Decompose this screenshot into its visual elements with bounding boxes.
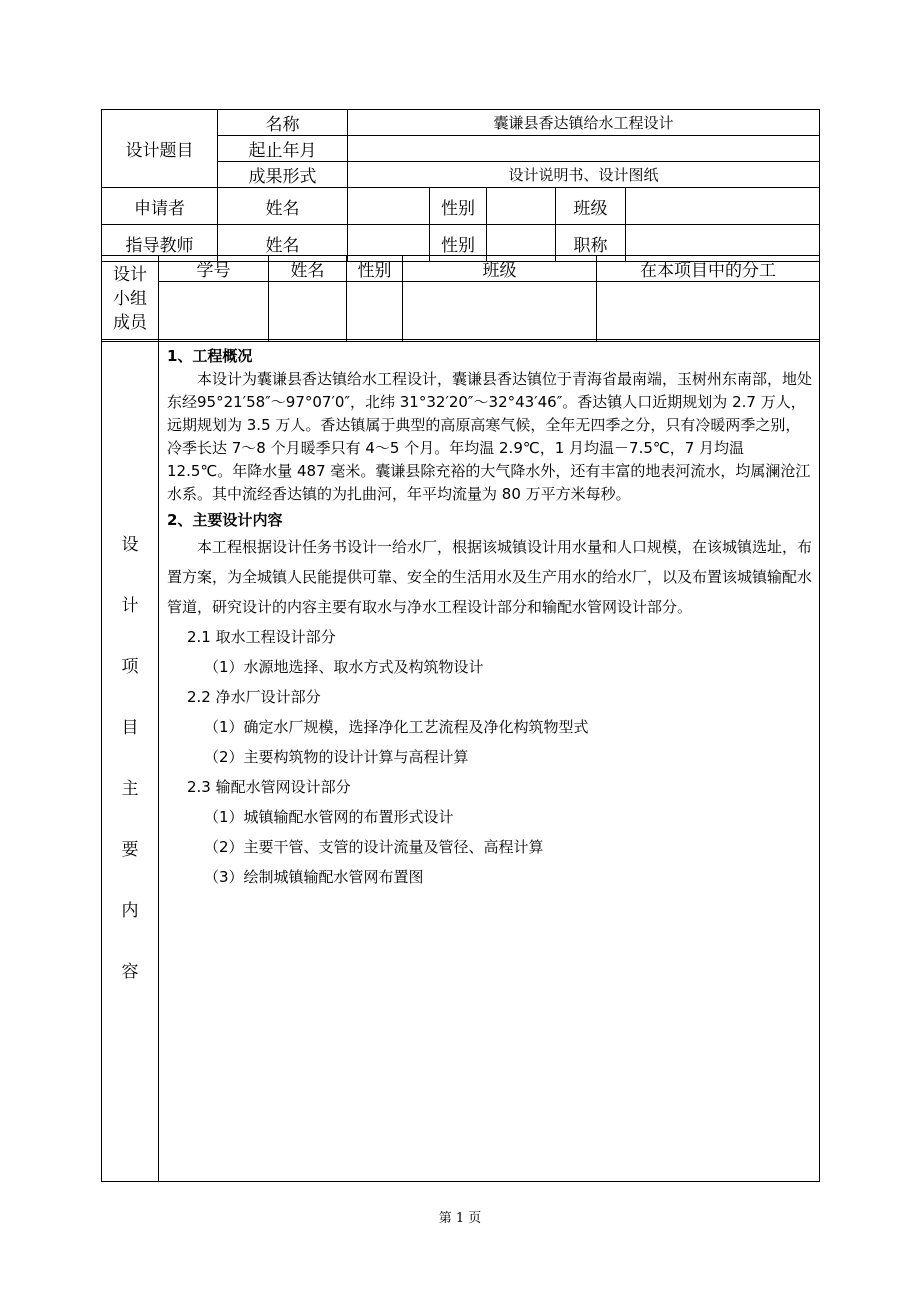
side-char: 项 — [121, 657, 139, 677]
side-char: 容 — [121, 962, 139, 982]
section-2-title: 2、主要设计内容 — [167, 511, 283, 529]
design-topic-label: 设计题目 — [102, 110, 218, 188]
output-value: 设计说明书、设计图纸 — [348, 162, 820, 188]
subsection-2-1-item-1: （1）水源地选择、取水方式及构筑物设计 — [204, 658, 484, 676]
side-char: 要 — [121, 840, 139, 860]
advisor-title-label: 职称 — [556, 225, 626, 262]
member-gender-cell — [347, 282, 403, 342]
subsection-2-3: 2.3 输配水管网设计部分 — [187, 778, 351, 796]
name-label: 名称 — [218, 110, 348, 136]
subsection-2-2-item-2: （2）主要构筑物的设计计算与高程计算 — [204, 748, 469, 766]
applicant-name-value — [348, 188, 430, 225]
subsection-2-3-item-1: （1）城镇输配水管网的布置形式设计 — [204, 808, 454, 826]
side-char: 目 — [121, 718, 139, 738]
page-number: 第 1 页 — [438, 1211, 482, 1226]
section-2-paragraph: 本工程根据设计任务书设计一给水厂，根据该城镇设计用水量和人口规模，在该城镇选址，布置方案，为全城镇人民能提供可靠、安全的生活用水及生产用水的给水厂，以及布置该城镇输配水管道，研究设计的内容主要有取水与净水工程设计部分和输配水管网设计部分。 — [167, 538, 813, 616]
content-side-label — [102, 340, 159, 1182]
advisor-label: 指导教师 — [102, 225, 218, 262]
member-name-cell — [269, 282, 347, 342]
member-id-cell — [159, 282, 269, 342]
col-student-id: 学号 — [159, 256, 269, 282]
section-1-paragraph: 本设计为囊谦县香达镇给水工程设计，囊谦县香达镇位于青海省最南端，玉树州东南部，地处东经95°21′58″～97°07′0″，北纬 31°32′20″～32°43′46″。香达镇人口近期规划为 2.7 万人，远期规划为 3.5 万人。香达镇属于典型的高原高寒气候，全年无四季之分，只有冷暖两季之别，冷季长达 7～8 个月暖季只有 4～5 个月。年均温 2.9℃，1 月均温－7.5℃，7 月均温 12.5℃。年降水量 487 毫米。囊谦县除充裕的大气降水外，还有丰富的地表河流水，均属澜沧江水系。其中流经香达镇的为扎曲河，年平均流量为 80 万平方米每秒。 — [167, 370, 813, 503]
applicant-name-label: 姓名 — [218, 188, 348, 225]
period-value — [348, 136, 820, 162]
applicant-class-label: 班级 — [556, 188, 626, 225]
advisor-gender-label: 性别 — [430, 225, 487, 262]
project-info-table — [101, 109, 820, 262]
group-label-line-2: 小组 — [113, 288, 147, 309]
main-content-table — [101, 339, 820, 1182]
applicant-class-value — [626, 188, 820, 225]
side-char: 主 — [121, 779, 139, 799]
applicant-gender-value — [487, 188, 556, 225]
name-value: 囊谦县香达镇给水工程设计 — [348, 110, 820, 136]
advisor-name-label: 姓名 — [218, 225, 348, 262]
group-label-line-3: 成员 — [113, 312, 147, 333]
col-name: 姓名 — [269, 256, 347, 282]
group-members-label — [102, 256, 159, 342]
subsection-2-2-item-1: （1）确定水厂规模，选择净化工艺流程及净化构筑物型式 — [204, 718, 589, 736]
side-char: 设 — [121, 535, 139, 555]
group-label-line-1: 设计 — [113, 264, 147, 285]
subsection-2-3-item-3: （3）绘制城镇输配水管网布置图 — [204, 868, 424, 886]
side-char: 计 — [121, 596, 139, 616]
applicant-gender-label: 性别 — [430, 188, 487, 225]
col-role: 在本项目中的分工 — [597, 256, 820, 282]
member-class-cell — [403, 282, 597, 342]
col-class: 班级 — [403, 256, 597, 282]
col-gender: 性别 — [347, 256, 403, 282]
content-body — [159, 340, 820, 1182]
section-1-title: 1、工程概况 — [167, 347, 253, 365]
output-label: 成果形式 — [218, 162, 348, 188]
subsection-2-2: 2.2 净水厂设计部分 — [187, 688, 321, 706]
member-role-cell — [597, 282, 820, 342]
side-char: 内 — [121, 901, 139, 921]
group-members-table — [101, 255, 820, 342]
period-label: 起止年月 — [218, 136, 348, 162]
applicant-label: 申请者 — [102, 188, 218, 225]
subsection-2-3-item-2: （2）主要干管、支管的设计流量及管径、高程计算 — [204, 838, 544, 856]
subsection-2-1: 2.1 取水工程设计部分 — [187, 628, 336, 646]
